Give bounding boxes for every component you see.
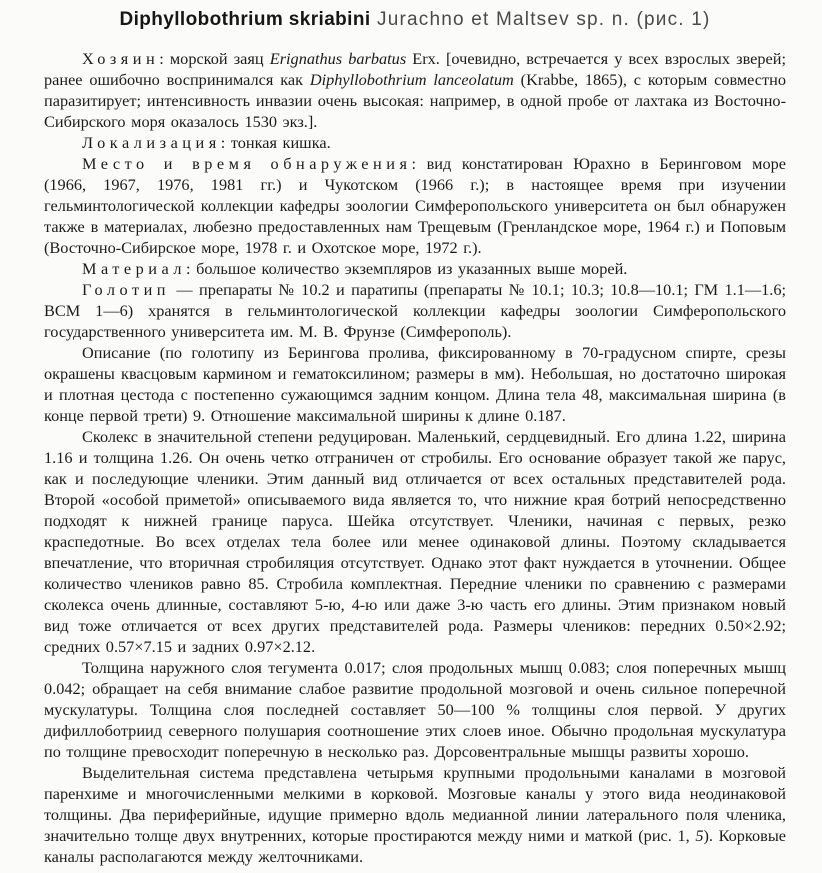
text-run: ). Корковые каналы располагаются между желточниками. — [44, 826, 787, 866]
paragraph — [44, 342, 786, 426]
text-run: — препараты № 10.2 и паратипы (препараты № 10.1; 10.3; 10.8—10.1; ГМ 1.1—1.6; ВСМ 1—6) хранятся в гельминтологической коллекции кафедры зоологии Симферопольского государственного университета им. М. В. Фрунзе (Симферополь). — [44, 280, 786, 341]
latin-name: Erignathus barbatus — [269, 49, 407, 68]
text-run: Сколекс в значительной степени редуцирован. Маленький, сердцевидный. Его длина 1.22, ширина 1.16 и толщина 1.26. Он очень четко отграничен от стробилы. Его основание образует такой же парус, как и последующие членики. Этим данный вид отличается от всех остальных представителей рода. Второй «особой приметой» описываемого вида является то, что нижние края ботрий непосредственно подходят к нижней границе паруса. Шейка отсутствует. Членики, начиная с первых, резко краспедотные. Во всех отделах тела более или менее одинаковой длины. Поэтому складывается впечатление, что вторичная стробиляция отсутствует. Однако этот факт нуждается в уточнении. Общее количество члеников равно 85. Стробила комплектная. Передние членики по сравнению с размерами сколекса очень длинные, составляют 5-ю, 4-ю или даже 3-ю часть его длины. Этим признаком новый вид тоже отличается от всех других представителей рода. Размеры члеников: передних 0.50×2.92; средних 0.57×7.15 и задних 0.97×2.12. — [44, 427, 786, 656]
article-body — [44, 48, 786, 867]
paragraph — [44, 153, 786, 258]
latin-name: 5 — [695, 826, 704, 845]
text-run: Описание (по голотипу из Берингова пролива, фиксированному в 70-градусном спирте, срезы окрашены квасцовым кармином и гематоксилином; размеры в мм). Небольшая, но достаточно широкая и плотная цестода с постепенно сужающимся задним концом. Длина тела 48, максимальная ширина (в конце первой трети) 9. Отношение максимальной ширины к длине 0.187. — [44, 343, 786, 425]
paragraph — [44, 258, 786, 279]
paragraph — [44, 279, 786, 342]
text-run: Erx. [очевидно, встречается у всех взрослых зверей; ранее ошибочно воспринимался как — [44, 49, 786, 89]
paragraph — [44, 762, 786, 867]
text-run: Толщина наружного слоя тегумента 0.017; слоя продольных мышц 0.083; слоя поперечных мышц 0.042; обращает на себя внимание слабое развитие продольной мозговой и очень сильное поперечной мускулатуры. Толщина слоя последней составляет 50—100 % толщины слоя первой. У других дифиллоботриид северного полушария соотношение этих слоев иное. Обычно продольная мускулатура по толщине превосходит поперечную в несколько раз. Дорсовентральные мышцы развиты хорошо. — [44, 658, 786, 761]
species-name: Diphyllobothrium skriabini — [119, 9, 371, 30]
term-label: Голотип — [82, 280, 170, 299]
term-label: Хозяин — [82, 49, 160, 68]
term-label: Место и время обнаружения — [82, 154, 412, 173]
latin-name: Diphyllobothrium lanceolatum — [309, 70, 514, 89]
text-run: (Krabbe, 1865), с которым совместно паразитирует; интенсивность инвазии очень высокая: например, в одной пробе от лахтака из Восточно-Сибирского моря оказалось 1530 экз.]. — [44, 70, 786, 131]
paragraph — [44, 426, 786, 657]
text-run: : морской заяц — [159, 49, 270, 68]
term-label: Локализация — [82, 133, 221, 152]
text-run: : тонкая кишка. — [220, 133, 331, 152]
term-label: Материал — [82, 259, 186, 278]
title-authority: Jurachno et Maltsev sp. n. (рис. 1) — [370, 9, 711, 30]
text-run: Выделительная система представлена четырьмя крупными продольными каналами в мозговой паренхиме и многочисленными мелкими в корковой. Мозговые каналы у этого вида неодинаковой толщины. Два периферийные, идущие примерно вдоль медианной линии латерального поля членика, значительно толще двух внутренних, которые простираются между ними и маткой (рис. 1, — [44, 763, 786, 845]
article-title — [44, 8, 786, 32]
text-run: : вид констатирован Юрахно в Беринговом море (1966, 1967, 1976, 1981 гг.) и Чукотском (1966 г.); в настоящее время при изучении гельминтологической коллекции кафедры зоологии Симферопольского университета он был обнаружен также в материалах, любезно предоставленных нам Трещевым (Гренландское море, 1964 г.) и Поповым (Восточно-Сибирское море, 1978 г. и Охотское море, 1972 г.). — [44, 154, 786, 257]
paragraph — [44, 132, 786, 153]
paragraph — [44, 48, 786, 132]
paragraph — [44, 657, 786, 762]
text-run: : большое количество экземпляров из указанных выше морей. — [185, 259, 628, 278]
